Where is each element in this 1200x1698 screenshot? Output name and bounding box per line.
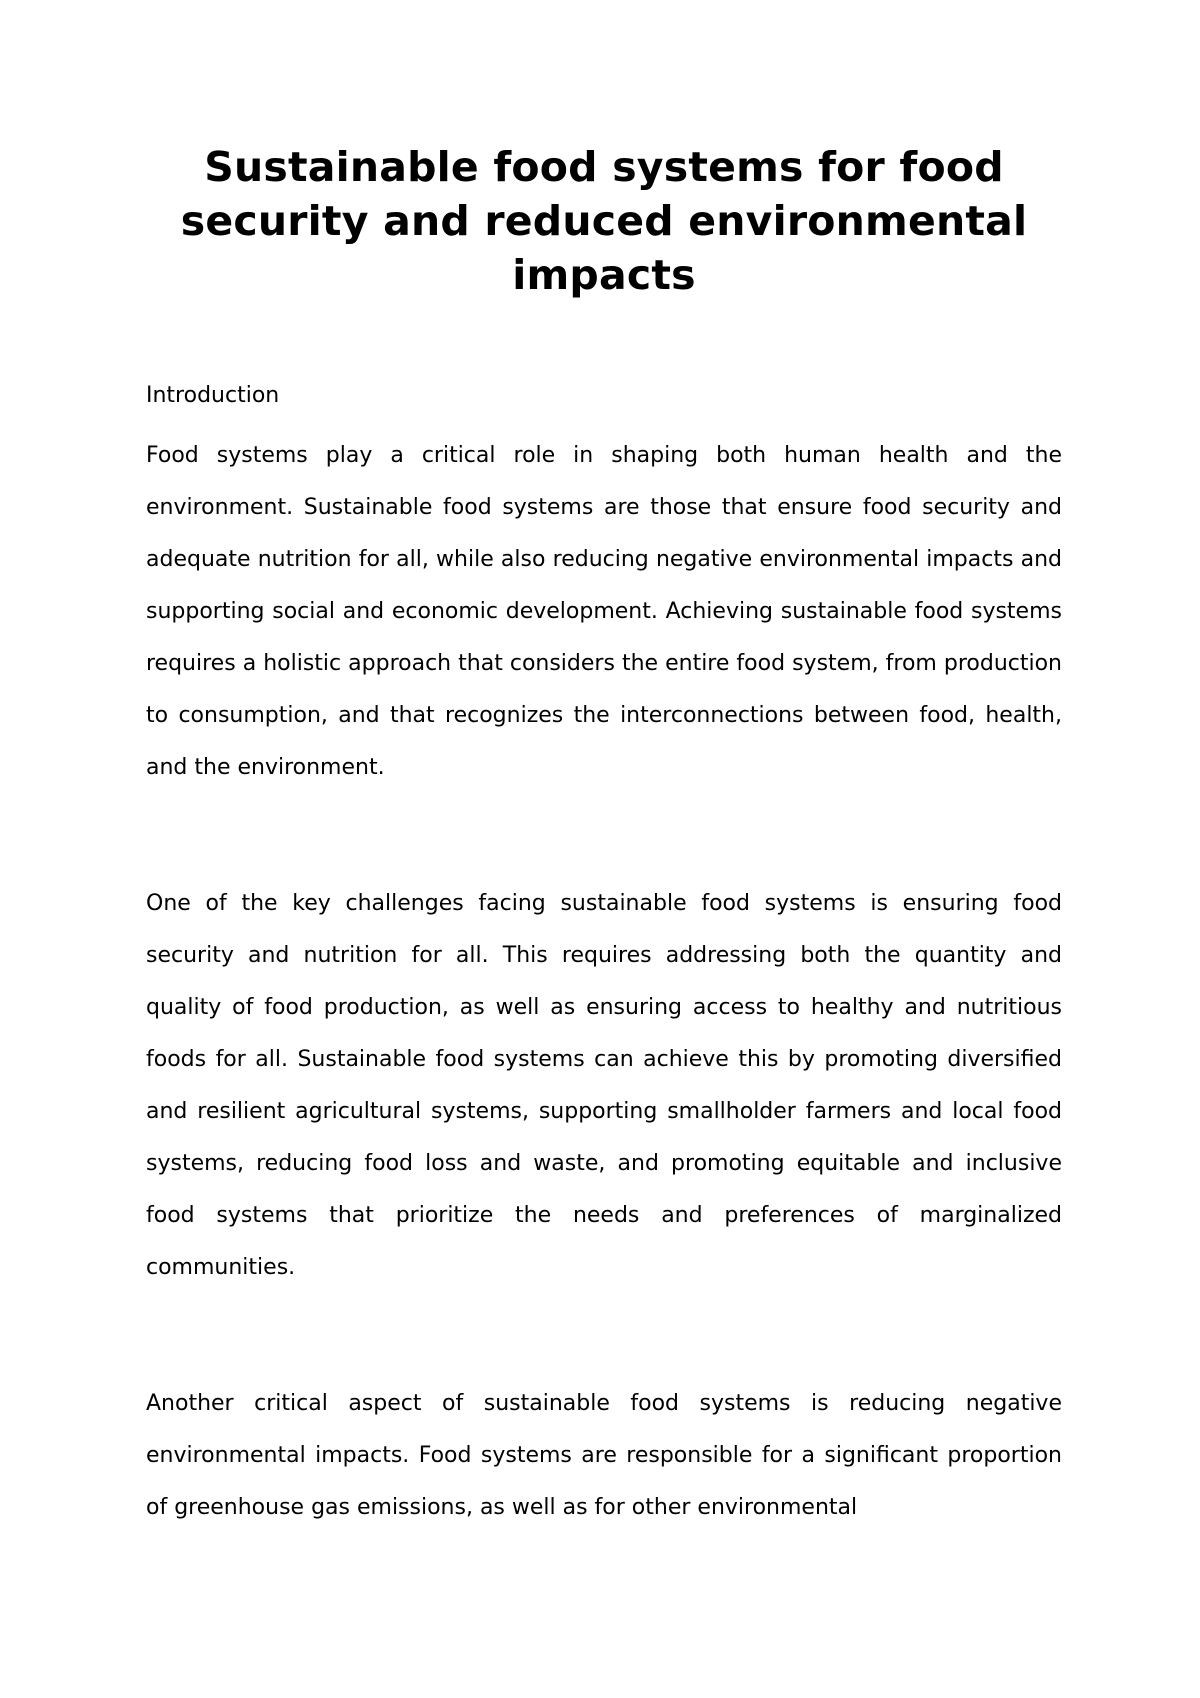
paragraph-2: One of the key challenges facing sustainable food systems is ensuring food security and nutrition for all. This requires addressing both the quantity and quality of food production, as well as ensuring access to healthy and nutritious foods for all. Sustainable food systems can achieve this by promoting diversified and resilient agricultural systems, supporting smallholder farmers and local food systems, reducing food loss and waste, and promoting equitable and inclusive food systems that prioritize the needs and preferences of marginalized communities.	[146, 891, 1062, 1280]
document-page	[146, 140, 1062, 1534]
section-heading-introduction: Introduction	[146, 383, 280, 408]
paragraph-3: Another critical aspect of sustainable food systems is reducing negative environmental impacts. Food systems are responsible for a significant proportion of greenhouse gas emissions, as well as for other environmental	[146, 1391, 1062, 1520]
document-title: Sustainable food systems for food security and reduced environmental impacts	[180, 143, 1028, 299]
paragraph-1: Food systems play a critical role in shaping both human health and the environment. Sustainable food systems are those that ensure food security and adequate nutrition for all, while also reducing negative environmental impacts and supporting social and economic development. Achieving sustainable food systems requires a holistic approach that considers the entire food system, from production to consumption, and that recognizes the interconnections between food, health, and the environment.	[146, 443, 1062, 780]
